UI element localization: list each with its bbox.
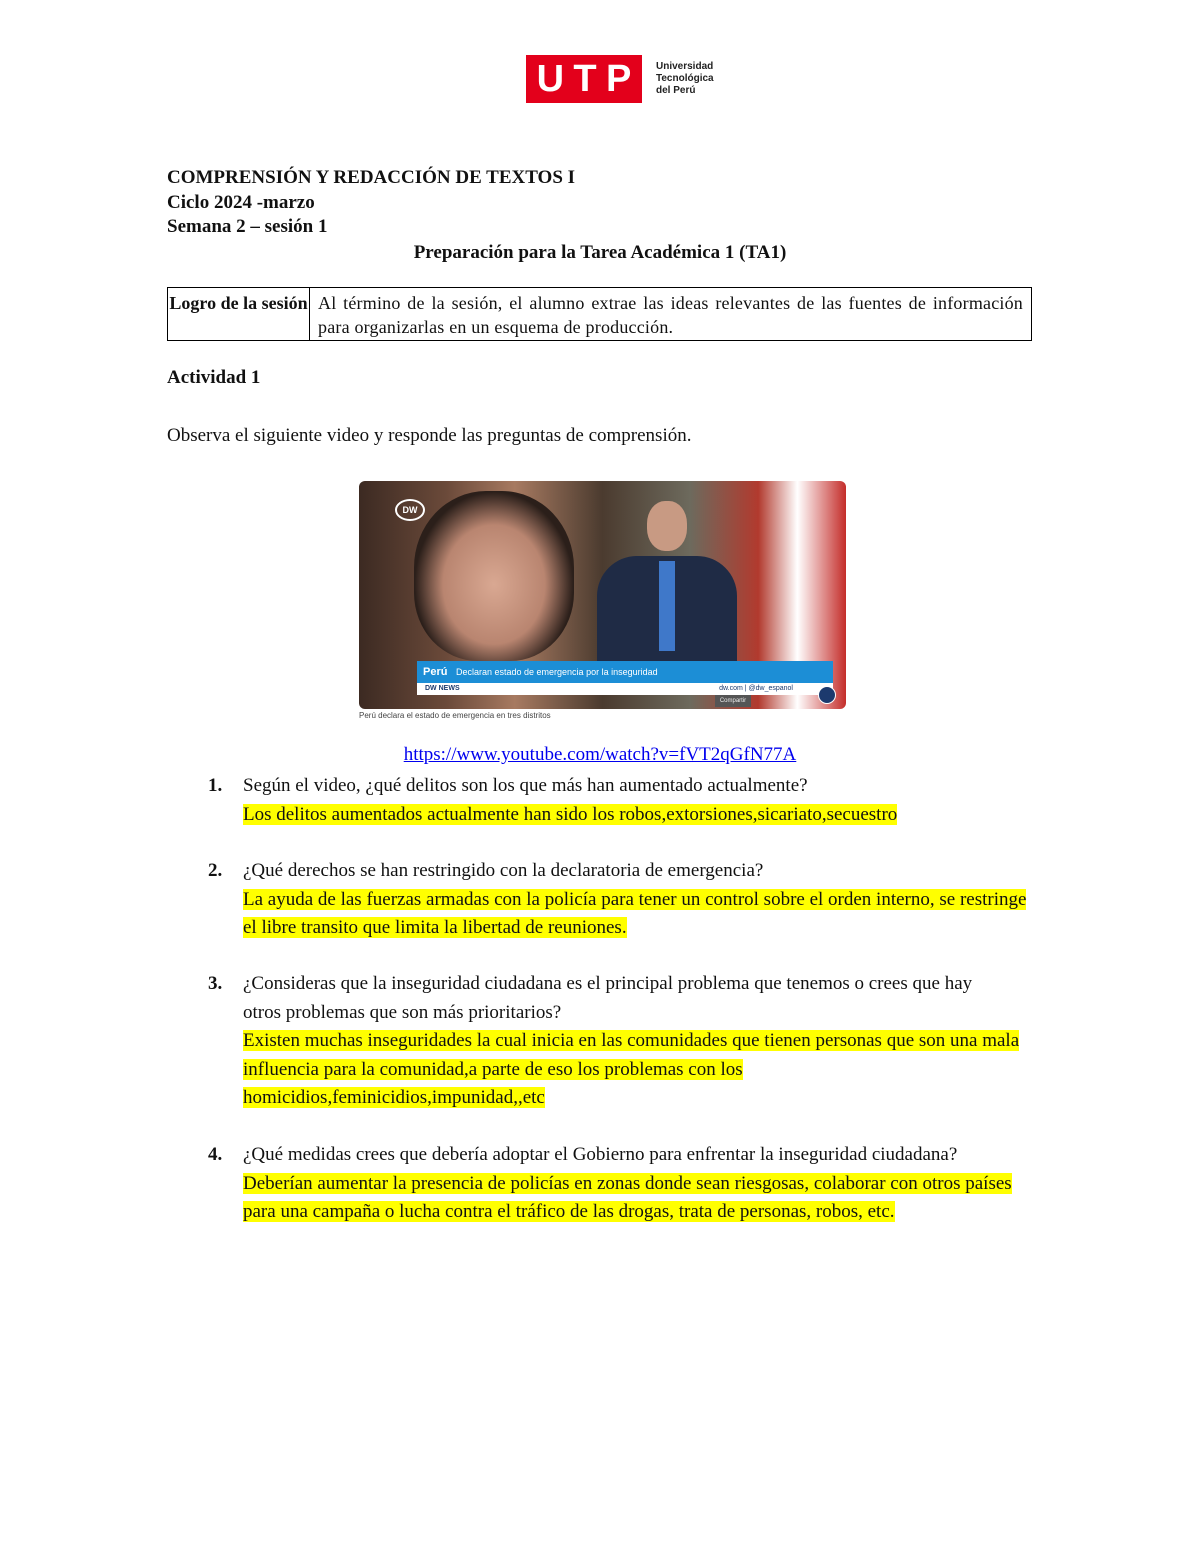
question-number: 4.: [208, 1144, 223, 1165]
logo-letter-t: T: [573, 58, 597, 100]
video-tag: Perú: [423, 666, 448, 678]
video-brand: DW NEWS: [425, 685, 460, 692]
logro-text: Al término de la sesión, el alumno extrae las ideas relevantes de las fuentes de información para organizarlas en un esquema de producción.: [318, 293, 1023, 337]
question-text: ¿Qué derechos se han restringido con la declaratoria de emergencia?: [243, 860, 764, 881]
page-subtitle: Preparación para la Tarea Académica 1 (TA1): [413, 242, 787, 263]
question-text: ¿Qué medidas crees que debería adoptar el Gobierno para enfrentar la inseguridad ciudadana?: [243, 1144, 958, 1165]
logo-wordmark: [656, 61, 714, 97]
answer-text: La ayuda de las fuerzas armadas con la policía para tener un control sobre el orden interno, se restringe el libre transito que limita la libertad de reuniones.: [243, 888, 1027, 938]
course-title: COMPRENSIÓN Y REDACCIÓN DE TEXTOS I: [167, 167, 576, 188]
logo-letter-p: P: [605, 58, 632, 100]
question-number: 2.: [208, 860, 223, 881]
question-number: 1.: [208, 775, 223, 796]
logro-label: Logro de la sesión: [168, 288, 310, 340]
logo-letter-u: U: [536, 58, 565, 100]
question-item: [208, 772, 1038, 829]
logo-line: Universidad: [656, 61, 714, 72]
video-caption: Perú declara el estado de emergencia en tres distritos: [359, 711, 551, 720]
question-item: [208, 1141, 1038, 1227]
week-label: Semana 2 – sesión 1: [167, 216, 328, 237]
answer-text: Existen muchas inseguridades la cual inicia en las comunidades que tienen personas que son una mala influencia para la comunidad,a parte de eso los problemas con los homicidios,feminicidios,impunidad,,etc: [243, 1030, 1020, 1108]
activity-title: Actividad 1: [167, 367, 261, 388]
video-share-button[interactable]: Compartir: [715, 695, 751, 707]
question-item: [208, 970, 1038, 1113]
video-brand-bar: [417, 683, 833, 695]
video-speaker-image: [414, 491, 574, 661]
video-lower-third: [417, 661, 833, 683]
question-text: Según el video, ¿qué delitos son los que más han aumentado actualmente?: [243, 775, 808, 796]
question-number: 3.: [208, 973, 223, 994]
anchor-head: [647, 501, 687, 551]
video-thumbnail[interactable]: [359, 481, 846, 709]
video-headline: Declaran estado de emergencia por la inseguridad: [455, 667, 658, 677]
youtube-link[interactable]: https://www.youtube.com/watch?v=fVT2qGfN77A: [403, 744, 797, 765]
video-site: dw.com | @dw_espanol: [719, 685, 793, 692]
question-item: [208, 857, 1038, 943]
dw-icon: [818, 686, 836, 704]
logo-line: del Perú: [656, 85, 696, 96]
video-anchor-image: [597, 501, 737, 661]
dw-logo: DW: [395, 499, 425, 521]
question-text: ¿Consideras que la inseguridad ciudadana es el principal problema que tenemos o crees que hay otros problemas que son más prioritarios?: [243, 973, 973, 1023]
answer-text: Los delitos aumentados actualmente han sido los robos,extorsiones,sicariato,secuestro: [243, 803, 898, 825]
anchor-tie: [659, 561, 675, 651]
logo-mark: [526, 55, 642, 103]
answer-text: Deberían aumentar la presencia de policías en zonas donde sean riesgosas, colaborar con otros países para una campaña o lucha contra el tráfico de las drogas, trata de personas, robos, etc.: [243, 1172, 1012, 1222]
cycle-label: Ciclo 2024 -marzo: [167, 192, 315, 213]
activity-instruction: Observa el siguiente video y responde las preguntas de comprensión.: [167, 425, 692, 446]
logro-table: [167, 287, 1032, 341]
logo-line: Tecnológica: [656, 73, 714, 84]
utp-logo: [526, 55, 714, 103]
